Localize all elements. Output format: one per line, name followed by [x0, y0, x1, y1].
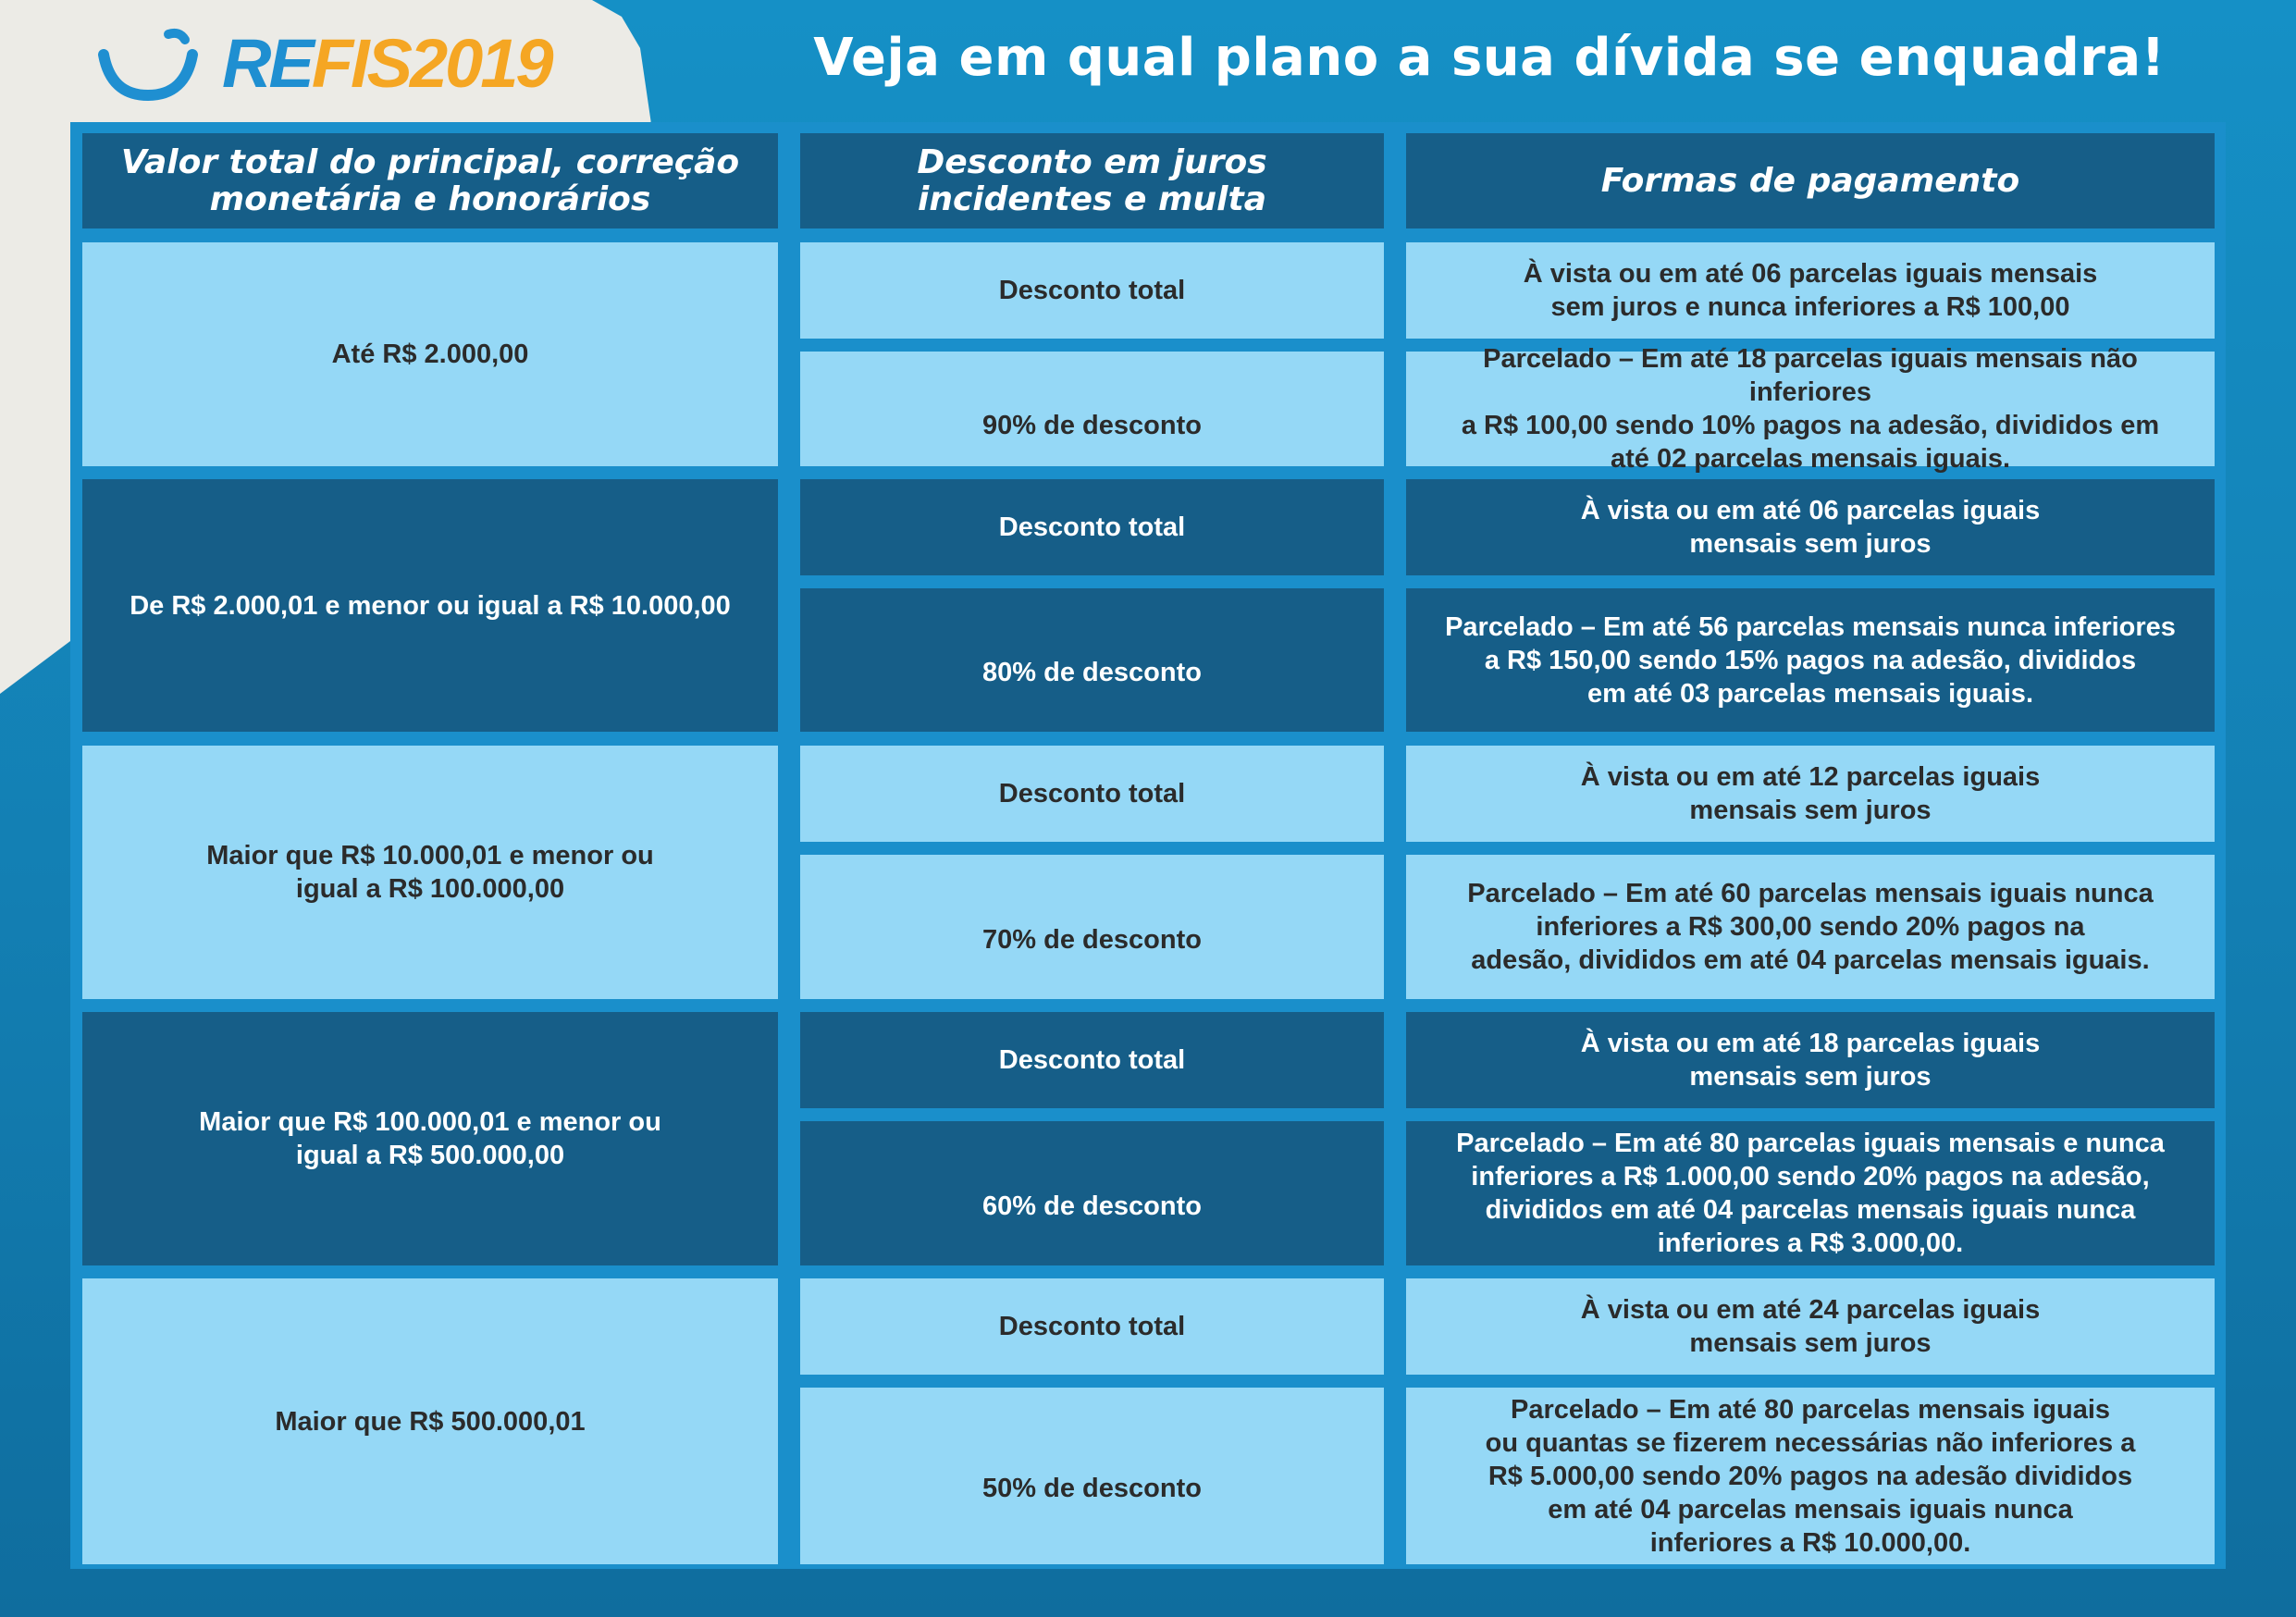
- row-3-discount-partial: 70% de desconto: [800, 855, 1384, 999]
- row-1-discount-full: Desconto total: [800, 242, 1384, 339]
- logo-re: RE: [222, 25, 312, 102]
- row-1-range: Até R$ 2.000,00: [82, 242, 778, 466]
- logo-fis: FIS: [311, 25, 410, 102]
- logo-year: 2019: [409, 25, 551, 102]
- row-5-range: Maior que R$ 500.000,01: [82, 1278, 778, 1564]
- row-3-payment-partial: Parcelado – Em até 60 parcelas mensais iguais nunca inferiores a R$ 300,00 sendo 20% pagos na adesão, divididos em até 04 parcelas mensais iguais.: [1406, 855, 2215, 999]
- row-4-discount-full: Desconto total: [800, 1012, 1384, 1108]
- row-5-payment-full: À vista ou em até 24 parcelas iguais mensais sem juros: [1406, 1278, 2215, 1375]
- row-4-range: Maior que R$ 100.000,01 e menor ou igual a R$ 500.000,00: [82, 1012, 778, 1265]
- row-2-range: De R$ 2.000,01 e menor ou igual a R$ 10.000,00: [82, 479, 778, 732]
- header-valor-total: Valor total do principal, correção monetária e honorários: [82, 133, 778, 228]
- paper-background-side: [0, 120, 74, 694]
- row-5-discount-partial: 50% de desconto: [800, 1388, 1384, 1564]
- logo-wordmark: [222, 25, 551, 102]
- row-1-payment-partial: Parcelado – Em até 18 parcelas iguais mensais não inferiores a R$ 100,00 sendo 10% pagos na adesão, divididos em até 02 parcelas mensais iguais.: [1406, 352, 2215, 466]
- row-4-payment-partial: Parcelado – Em até 80 parcelas iguais mensais e nunca inferiores a R$ 1.000,00 sendo 20% pagos na adesão, divididos em até 04 parcelas mensais iguais nunca inferiores a R$ 3.000,00.: [1406, 1121, 2215, 1265]
- smile-icon: [96, 27, 198, 101]
- refis-logo: [96, 22, 551, 105]
- row-2-payment-partial: Parcelado – Em até 56 parcelas mensais nunca inferiores a R$ 150,00 sendo 15% pagos na adesão, divididos em até 03 parcelas mensais iguais.: [1406, 588, 2215, 732]
- row-1-payment-full: À vista ou em até 06 parcelas iguais mensais sem juros e nunca inferiores a R$ 100,00: [1406, 242, 2215, 339]
- row-4-payment-full: À vista ou em até 18 parcelas iguais mensais sem juros: [1406, 1012, 2215, 1108]
- row-1-discount-partial: 90% de desconto: [800, 352, 1384, 466]
- row-2-payment-full: À vista ou em até 06 parcelas iguais mensais sem juros: [1406, 479, 2215, 575]
- page-headline: Veja em qual plano a sua dívida se enquadra!: [813, 28, 2166, 88]
- row-2-discount-partial: 80% de desconto: [800, 588, 1384, 732]
- row-5-discount-full: Desconto total: [800, 1278, 1384, 1375]
- row-3-discount-full: Desconto total: [800, 746, 1384, 842]
- header-desconto: Desconto em juros incidentes e multa: [800, 133, 1384, 228]
- row-4-discount-partial: 60% de desconto: [800, 1121, 1384, 1265]
- row-3-payment-full: À vista ou em até 12 parcelas iguais mensais sem juros: [1406, 746, 2215, 842]
- row-5-payment-partial: Parcelado – Em até 80 parcelas mensais iguais ou quantas se fizerem necessárias não inferiores a R$ 5.000,00 sendo 20% pagos na adesão divididos em até 04 parcelas mensais iguais nunca inferiores a R$ 10.000,00.: [1406, 1388, 2215, 1564]
- header-formas-pagamento: Formas de pagamento: [1406, 133, 2215, 228]
- row-2-discount-full: Desconto total: [800, 479, 1384, 575]
- row-3-range: Maior que R$ 10.000,01 e menor ou igual a R$ 100.000,00: [82, 746, 778, 999]
